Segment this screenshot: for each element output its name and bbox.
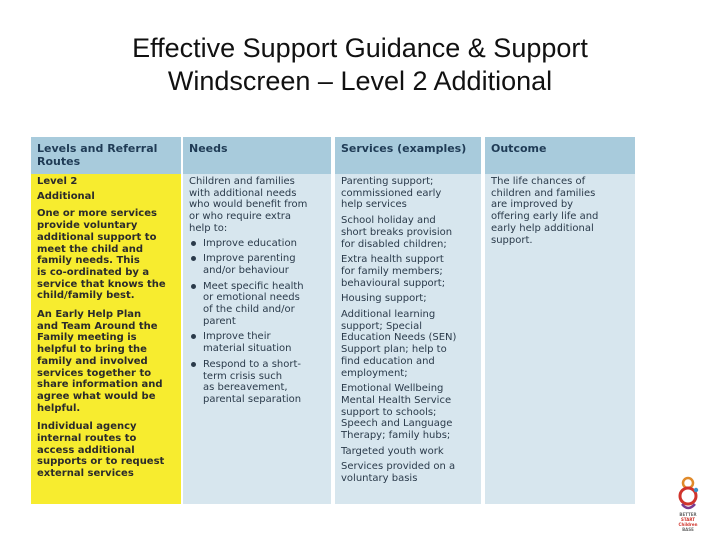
column-outcome xyxy=(485,137,635,504)
logo-text-1: BETTER xyxy=(679,512,697,517)
outcome-body xyxy=(485,174,635,504)
needs-list xyxy=(189,238,326,406)
text-line: helpful to bring the xyxy=(37,344,147,356)
text-line: as bereavement, xyxy=(203,382,288,394)
text-line: provide voluntary xyxy=(37,220,138,232)
text-line: Additional learning xyxy=(341,309,436,321)
text-line: Services provided on a xyxy=(341,461,456,473)
services-body xyxy=(335,174,481,504)
text-line: parent xyxy=(203,315,236,327)
text-line: for family members; xyxy=(341,265,443,277)
needs-list-item xyxy=(189,331,326,354)
text-line: service that knows the xyxy=(37,278,166,290)
text-line: of the child and/or xyxy=(203,304,295,316)
text-line: who would benefit from xyxy=(189,199,308,211)
text-line: Individual agency xyxy=(37,421,137,433)
text-line: Housing support; xyxy=(341,293,427,305)
text-line: short breaks provision xyxy=(341,226,453,238)
level-label xyxy=(37,176,176,202)
text-line: One or more services xyxy=(37,208,157,220)
service-item xyxy=(341,176,476,211)
bullet-icon xyxy=(191,241,196,246)
text-line: find education and xyxy=(341,355,435,367)
text-line: Children and families xyxy=(189,176,295,187)
title-line-1: Effective Support Guidance & Support xyxy=(132,33,588,63)
text-line: behavioural support; xyxy=(341,277,446,289)
column-services xyxy=(335,137,481,504)
text-line: offering early life and xyxy=(491,211,599,223)
service-item xyxy=(341,254,476,289)
text-line: Parenting support; xyxy=(341,176,434,187)
title-line-2: Windscreen – Level 2 Additional xyxy=(167,66,553,96)
text-line: or who require extra xyxy=(189,211,292,223)
text-line: additional support to xyxy=(37,231,157,243)
logo-text-3: Children xyxy=(678,522,698,527)
text-line: is co-ordinated by a xyxy=(37,266,150,278)
service-item xyxy=(341,215,476,250)
text-line: support to schools; xyxy=(341,406,437,418)
text-line: Mental Health Service xyxy=(341,394,452,406)
level-subtitle: Additional xyxy=(37,190,95,202)
text-line: Family meeting is xyxy=(37,332,137,344)
level-title: Level 2 xyxy=(37,176,78,187)
page-title xyxy=(0,32,720,98)
logo-figure-icon xyxy=(668,476,708,512)
column-needs xyxy=(183,137,331,504)
text-line: help services xyxy=(341,199,407,211)
text-line: support; Special xyxy=(341,320,422,332)
text-line: access additional xyxy=(37,444,135,456)
text-line: employment; xyxy=(341,367,408,379)
text-line: term crisis such xyxy=(203,370,283,382)
levels-para-3 xyxy=(37,421,176,480)
text-line: Therapy; family hubs; xyxy=(341,430,451,442)
needs-list-item xyxy=(189,253,326,276)
needs-list-item xyxy=(189,238,326,250)
windscreen-table xyxy=(31,137,635,504)
column-levels xyxy=(31,137,181,504)
logo-text-2: START xyxy=(680,517,696,522)
service-item xyxy=(341,309,476,379)
text-line: Improve education xyxy=(203,237,297,249)
text-line: parental separation xyxy=(203,393,302,405)
header-outcome: Outcome xyxy=(485,137,635,174)
levels-para-1 xyxy=(37,208,176,302)
text-line: are improved by xyxy=(491,199,574,211)
text-line: and/or behaviour xyxy=(203,264,289,276)
bullet-icon xyxy=(191,256,196,261)
text-line: An Early Help Plan xyxy=(37,309,142,321)
text-line: Emotional Wellbeing xyxy=(341,383,444,395)
text-line: The life chances of xyxy=(491,176,586,187)
header-levels-line2: Routes xyxy=(37,155,81,168)
logo-text-4: BASE xyxy=(682,527,694,532)
text-line: Improve parenting xyxy=(203,253,296,265)
text-line: services together to xyxy=(37,367,152,379)
text-line: child/family best. xyxy=(37,290,135,302)
levels-body xyxy=(31,174,181,504)
needs-list-item xyxy=(189,281,326,328)
header-needs: Needs xyxy=(183,137,331,174)
levels-para-2 xyxy=(37,309,176,414)
header-services: Services (examples) xyxy=(335,137,481,174)
needs-intro xyxy=(189,176,326,235)
text-line: material situation xyxy=(203,343,292,355)
text-line: supports or to request xyxy=(37,456,165,468)
text-line: voluntary basis xyxy=(341,473,418,485)
bullet-icon xyxy=(191,334,196,339)
text-line: Extra health support xyxy=(341,254,444,266)
text-line: Targeted youth work xyxy=(341,445,444,457)
text-line: Meet specific health xyxy=(203,280,304,292)
bullet-icon xyxy=(191,284,196,289)
text-line: internal routes to xyxy=(37,433,137,445)
text-line: early help additional xyxy=(491,222,594,234)
header-levels xyxy=(31,137,181,174)
bullet-icon xyxy=(191,362,196,367)
text-line: and Team Around the xyxy=(37,320,158,332)
text-line: meet the child and xyxy=(37,243,143,255)
text-line: help to: xyxy=(189,222,228,234)
text-line: Education Needs (SEN) xyxy=(341,332,457,344)
text-line: Speech and Language xyxy=(341,418,453,430)
text-line: children and families xyxy=(491,187,596,199)
service-item xyxy=(341,293,476,305)
text-line: for disabled children; xyxy=(341,238,447,250)
text-line: external services xyxy=(37,468,134,480)
text-line: family needs. This xyxy=(37,255,140,267)
text-line: commissioned early xyxy=(341,187,442,199)
text-line: with additional needs xyxy=(189,187,297,199)
text-line: helpful. xyxy=(37,402,81,414)
text-line: School holiday and xyxy=(341,215,436,227)
text-line: agree what would be xyxy=(37,390,156,402)
needs-body xyxy=(183,174,331,504)
text-line: or emotional needs xyxy=(203,292,300,304)
service-item xyxy=(341,446,476,458)
service-item xyxy=(341,461,476,484)
needs-list-item xyxy=(189,359,326,406)
header-levels-line1: Levels and Referral xyxy=(37,142,158,155)
text-line: Support plan; help to xyxy=(341,344,447,356)
text-line: family and involved xyxy=(37,355,148,367)
text-line: Respond to a short- xyxy=(203,358,302,370)
text-line: Improve their xyxy=(203,331,271,343)
service-item xyxy=(341,383,476,442)
text-line: support. xyxy=(491,234,533,246)
text-line: share information and xyxy=(37,379,163,391)
organisation-logo xyxy=(668,476,708,532)
